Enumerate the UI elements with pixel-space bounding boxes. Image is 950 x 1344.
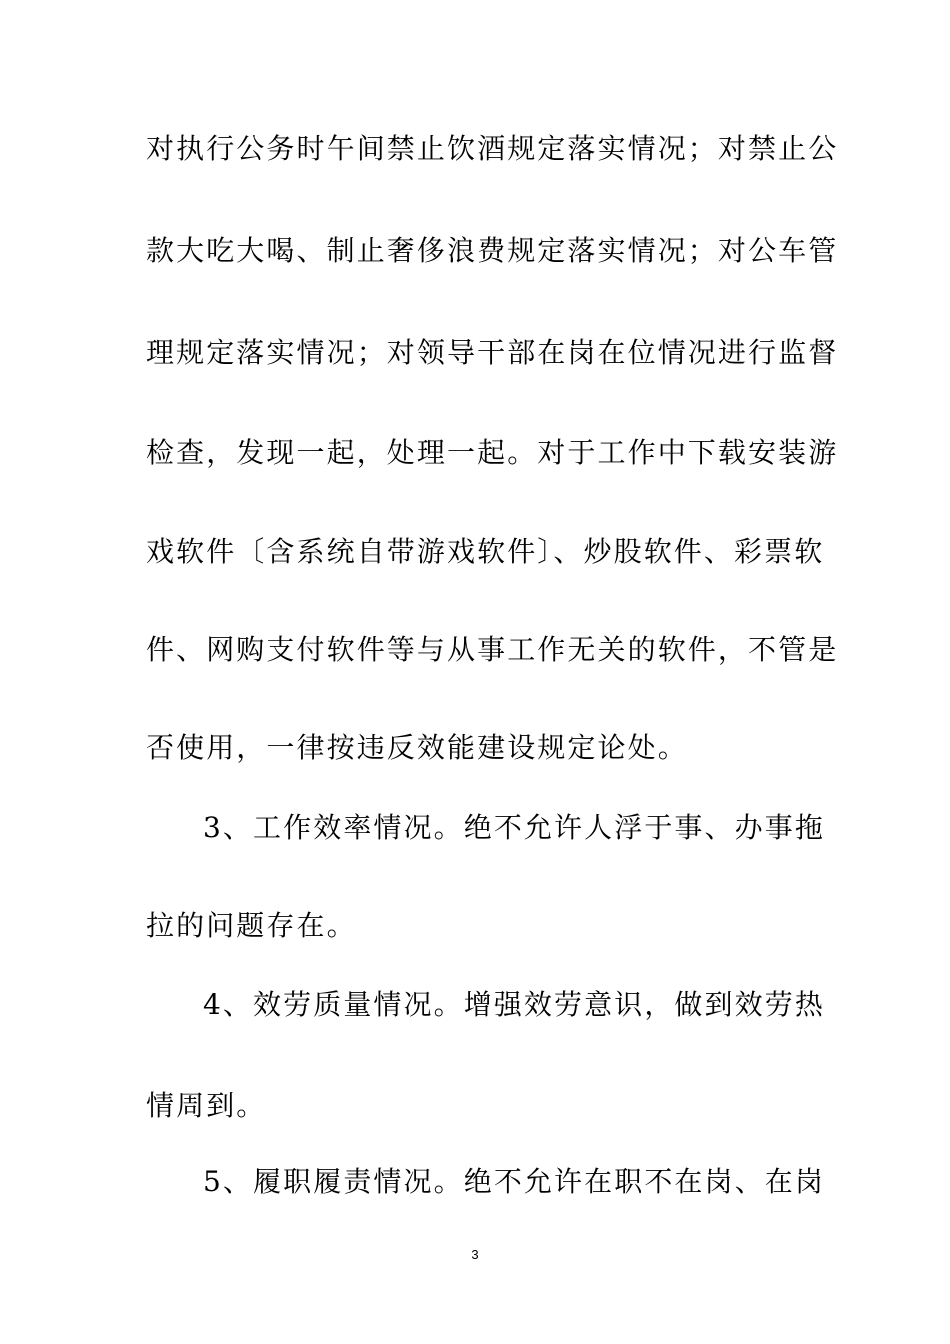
text-line: 对执行公务时午间禁止饮酒规定落实情况；对禁止公 (146, 132, 839, 165)
paragraph-item-3: 3、工作效率情况。绝不允许人浮于事、办事拖 (203, 811, 825, 844)
paragraph-item-4: 4、效劳质量情况。增强效劳意识，做到效劳热 (203, 988, 825, 1021)
text-line: 款大吃大喝、制止奢侈浪费规定落实情况；对公车管 (146, 234, 839, 267)
text-line: 戏软件〔含系统自带游戏软件〕、炒股软件、彩票软 (146, 535, 825, 568)
paragraph-item-5: 5、履职履责情况。绝不允许在职不在岗、在岗 (203, 1165, 825, 1198)
text-line: 情周到。 (146, 1089, 267, 1122)
text-line: 否使用，一律按违反效能建设规定论处。 (146, 731, 688, 764)
text-line: 拉的问题存在。 (146, 909, 357, 942)
text-line: 件、网购支付软件等与从事工作无关的软件，不管是 (146, 633, 839, 666)
text-line: 检查，发现一起，处理一起。对于工作中下载安装游 (146, 436, 839, 469)
text-line: 理规定落实情况；对领导干部在岗在位情况进行监督 (146, 336, 839, 369)
page-number: 3 (471, 1247, 479, 1262)
